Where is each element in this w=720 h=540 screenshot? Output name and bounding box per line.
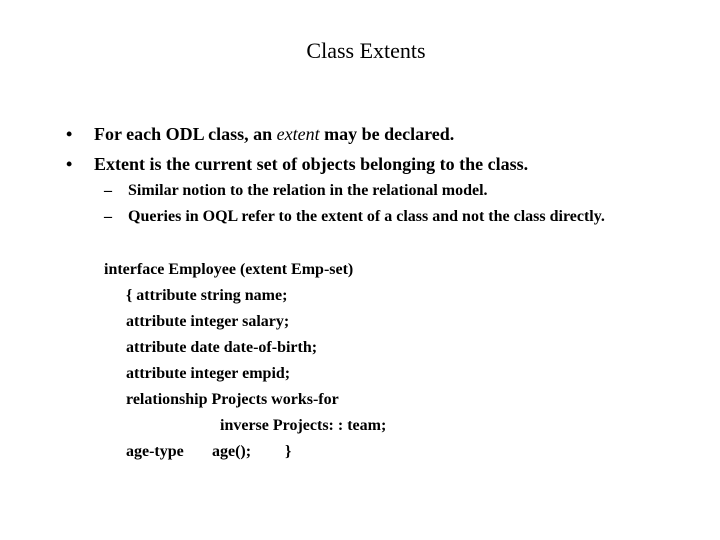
bullet-text-part: may be declared. [319, 124, 455, 144]
sub-bullet-dash-icon: – [104, 208, 112, 225]
code-line: inverse Projects: : team; [220, 417, 387, 434]
bullet-dot-icon: • [66, 154, 73, 174]
code-line: attribute integer empid; [126, 365, 291, 382]
bullet-item-extent-declared [66, 124, 454, 145]
bullet-item-extent-definition [66, 154, 528, 175]
code-line: age-type [126, 443, 184, 460]
bullet-text-part: For each ODL class, an [94, 124, 277, 144]
sub-bullet-relation-notion [104, 182, 488, 200]
slide-title: Class Extents [306, 38, 426, 63]
code-line: attribute date date-of-birth; [126, 339, 318, 356]
code-line: interface Employee (extent Emp-set) [104, 261, 354, 278]
bullet-dot-icon: • [66, 124, 73, 144]
sub-bullet-text: Queries in OQL refer to the extent of a class and not the class directly. [128, 208, 605, 225]
sub-bullet-text: Similar notion to the relation in the relational model. [128, 182, 488, 199]
sub-bullet-oql-queries [104, 208, 605, 226]
sub-bullet-dash-icon: – [104, 182, 112, 199]
code-line: relationship Projects works-for [126, 391, 339, 408]
code-line: } [285, 443, 292, 460]
bullet-emphasis: extent [276, 124, 320, 144]
code-line: attribute integer salary; [126, 313, 290, 330]
code-line: age(); [212, 443, 252, 460]
bullet-text: Extent is the current set of objects belonging to the class. [94, 154, 529, 174]
code-line: { attribute string name; [126, 287, 288, 304]
